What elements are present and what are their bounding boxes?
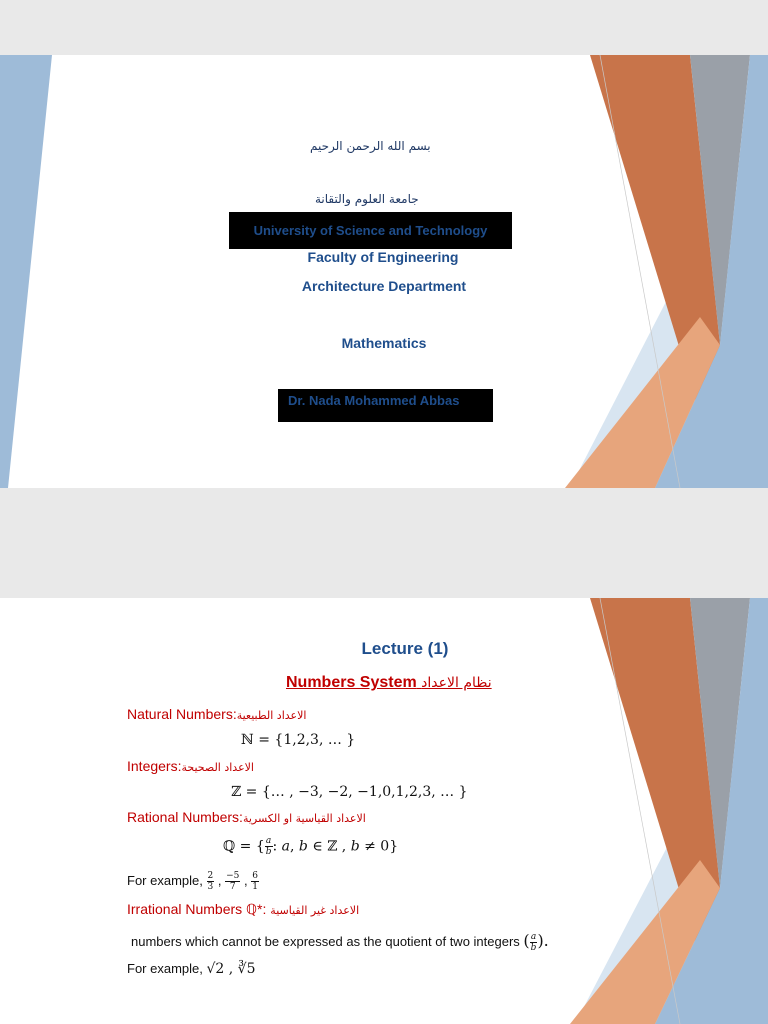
rational-set-rhs: : 𝑎, 𝑏 ∈ ℤ , 𝑏 ≠ 0} xyxy=(272,838,399,855)
subject-name: Mathematics xyxy=(341,335,427,351)
irrational-numbers-heading xyxy=(127,901,359,918)
fraction-a-over-b xyxy=(265,836,273,857)
department-name: Architecture Department xyxy=(301,278,467,294)
university-english: University of Science and Technology xyxy=(253,223,488,238)
fraction-numerator: 𝑎 xyxy=(265,836,272,846)
irrational-description xyxy=(131,931,549,953)
numbers-system-arabic: نظام الاعداد xyxy=(421,675,492,691)
irrational-numbers-english: Irrational Numbers ℚ*: xyxy=(127,901,267,917)
rational-numbers-set xyxy=(223,836,398,857)
basmala: بسم الله الرحمن الرحيم xyxy=(310,139,431,153)
university-arabic: جامعة العلوم والتقانة xyxy=(315,192,419,206)
natural-numbers-heading xyxy=(127,706,306,722)
rational-numbers-heading xyxy=(127,809,366,825)
numbers-system-english: Numbers System xyxy=(286,674,417,691)
slide-decoration xyxy=(0,598,768,1024)
university-english-box xyxy=(229,212,512,249)
natural-numbers-set: ℕ = {1,2,3, … } xyxy=(241,732,356,748)
integers-set: ℤ = {… , −3, −2, −1,0,1,2,3, … } xyxy=(231,784,468,800)
example-fraction xyxy=(207,871,215,892)
rational-examples: For example, $\frac{2}{3}$ , $\frac{-5}{7}$ , $\frac{6}{1}$ xyxy=(127,871,258,892)
integers-english: Integers: xyxy=(127,758,182,774)
rational-numbers-arabic: الاعداد القياسية او الكسرية xyxy=(242,812,366,825)
example-num: 6 xyxy=(252,871,258,881)
irrational-example-label: For example, xyxy=(127,961,203,976)
paren-close: ). xyxy=(537,931,549,950)
rational-example-label: For example, xyxy=(127,872,203,888)
fraction-denominator: 𝑏 xyxy=(530,943,537,954)
left-blue-band xyxy=(0,55,52,488)
lecture-title: Lecture (1) xyxy=(361,639,449,658)
example-den: 3 xyxy=(207,882,214,892)
slide-decoration xyxy=(0,55,768,488)
fraction-numerator: 𝑎 xyxy=(530,932,537,943)
irrational-numbers-arabic: الاعداد غير القياسية xyxy=(270,904,360,917)
slide-lecture xyxy=(0,598,768,1024)
irrational-examples xyxy=(127,961,256,977)
fraction-denominator: 𝑏 xyxy=(265,847,272,857)
faculty-name: Faculty of Engineering xyxy=(307,249,459,265)
example-num: −5 xyxy=(226,871,240,881)
integers-heading xyxy=(127,758,254,774)
example-den: 7 xyxy=(229,882,236,892)
rational-numbers-english: Rational Numbers: xyxy=(127,809,243,825)
lecturer-box xyxy=(278,389,493,422)
irrational-description-text: numbers which cannot be expressed as the quotient of two integers xyxy=(131,934,520,949)
integers-arabic: الاعداد الصحيحة xyxy=(181,761,254,774)
lecturer-name: Dr. Nada Mohammed Abbas xyxy=(288,393,460,408)
natural-numbers-arabic: الاعداد الطبيعية xyxy=(236,709,307,722)
example-fraction xyxy=(225,871,240,892)
example-num: 2 xyxy=(207,871,214,881)
rational-set-lhs: ℚ = { xyxy=(223,838,265,855)
irrational-example-values: √2 , ∛5 xyxy=(206,961,256,977)
paren-open: ( xyxy=(523,931,530,950)
example-fraction xyxy=(251,871,259,892)
example-den: 1 xyxy=(252,882,258,892)
natural-numbers-english: Natural Numbers: xyxy=(127,706,237,722)
slide-title xyxy=(0,55,768,488)
numbers-system-heading xyxy=(286,674,492,692)
